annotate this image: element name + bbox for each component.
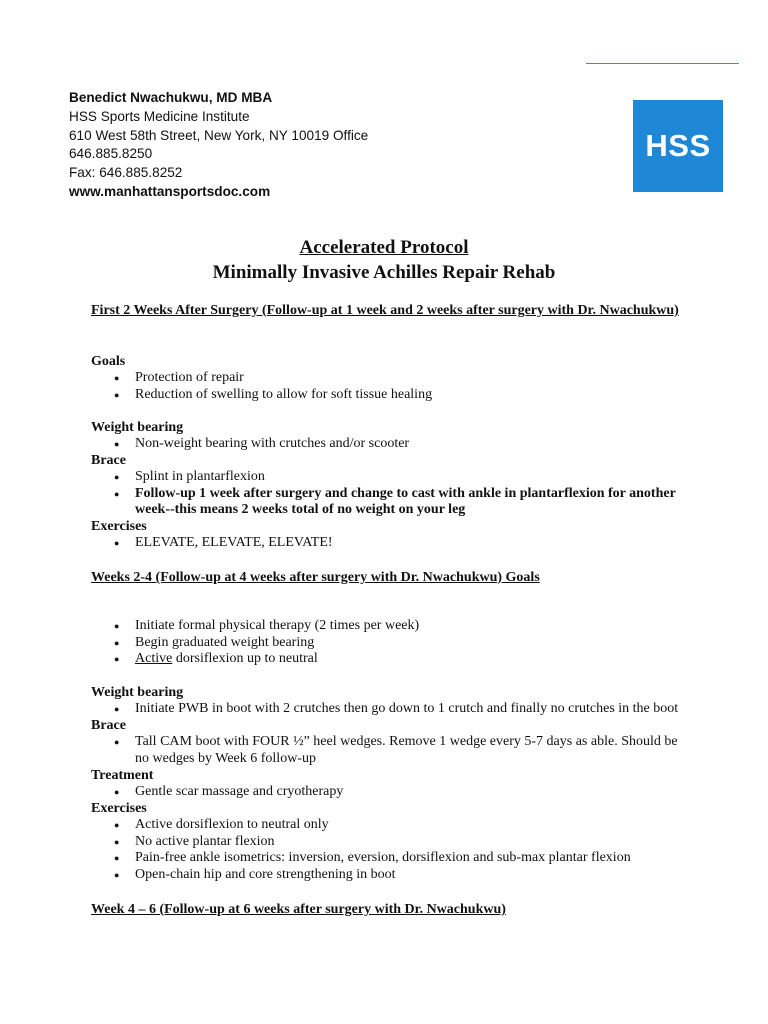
contact-header [69,89,368,202]
section2-heading [91,570,540,586]
hss-logo-text: HSS [645,128,711,163]
hss-logo [633,100,723,192]
section1-brace-label: Brace [91,453,126,468]
section2-heading-text: Weeks 2-4 (Follow-up at 4 weeks after surgery with Dr. Nwachukwu) [91,570,503,585]
section1-goals-label: Goals [91,354,126,369]
list-item: ● Active dorsiflexion to neutral only [91,817,691,834]
section2-weight-list [91,701,691,718]
list-item: ● Follow-up 1 week after surgery and change to cast with ankle in plantarflexion for another week--this means 2 weeks total of no weight on your leg [91,486,691,519]
section2-brace-list [91,734,691,767]
section2-exercises-list [91,817,691,883]
list-item: ● Pain-free ankle isometrics: inversion, eversion, dorsiflexion and sub-max plantar flexion [91,850,691,867]
section3-heading: Week 4 – 6 (Follow-up at 6 weeks after surgery with Dr. Nwachukwu) [91,902,506,917]
section2-weight-label: Weight bearing [91,685,184,700]
phone-number: 646.885.8250 [69,146,153,162]
list-item [91,651,691,668]
doctor-name: Benedict Nwachukwu, MD MBA [69,90,273,105]
website-link[interactable]: www.manhattansportsdoc.com [69,183,271,199]
section2-treatment-label: Treatment [91,768,154,783]
list-item: ● ELEVATE, ELEVATE, ELEVATE! [91,535,691,552]
section2-brace-label: Brace [91,718,126,733]
office-address: 610 West 58th Street, New York, NY 10019 Office [69,127,369,143]
list-item: ● Begin graduated weight bearing [91,635,691,652]
section1-brace-list [91,469,691,519]
section1-weight-list [91,436,691,453]
section2-heading-goals: Goals [502,570,540,585]
list-item: ● Gentle scar massage and cryotherapy [91,784,691,801]
list-item: ● Splint in plantarflexion [91,469,691,486]
list-item: ● Initiate formal physical therapy (2 times per week) [91,618,691,635]
top-divider-line [586,63,739,64]
section2-exercises-label: Exercises [91,801,147,816]
fax-number: Fax: 646.885.8252 [69,165,183,181]
list-item: ● Non-weight bearing with crutches and/or scooter [91,436,691,453]
protocol-title: Accelerated Protocol [299,237,469,258]
list-item: ● Protection of repair [91,370,691,387]
list-item: ● Initiate PWB in boot with 2 crutches then go down to 1 crutch and finally no crutches in the boot [91,701,691,718]
list-item: ● No active plantar flexion [91,834,691,851]
list-item: ● Open-chain hip and core strengthening in boot [91,867,691,884]
institute-name: HSS Sports Medicine Institute [69,108,250,124]
active-underlined-word: Active [135,651,173,666]
list-item: ● Tall CAM boot with FOUR ½” heel wedges. Remove 1 wedge every 5-7 days as able. Should be no wedges by Week 6 follow-up [91,734,691,767]
section1-goals-list [91,370,691,403]
section2-goals-list [91,618,691,668]
section1-heading: First 2 Weeks After Surgery (Follow-up at 1 week and 2 weeks after surgery with Dr. Nwachukwu) [91,303,679,318]
list-item: ● Reduction of swelling to allow for soft tissue healing [91,387,691,404]
goal-text: dorsiflexion up to neutral [172,651,318,666]
protocol-subtitle: Minimally Invasive Achilles Repair Rehab [212,262,556,283]
section2-treatment-list [91,784,691,801]
section1-weight-label: Weight bearing [91,420,184,435]
section1-exercises-list [91,535,691,552]
section1-exercises-label: Exercises [91,519,147,534]
